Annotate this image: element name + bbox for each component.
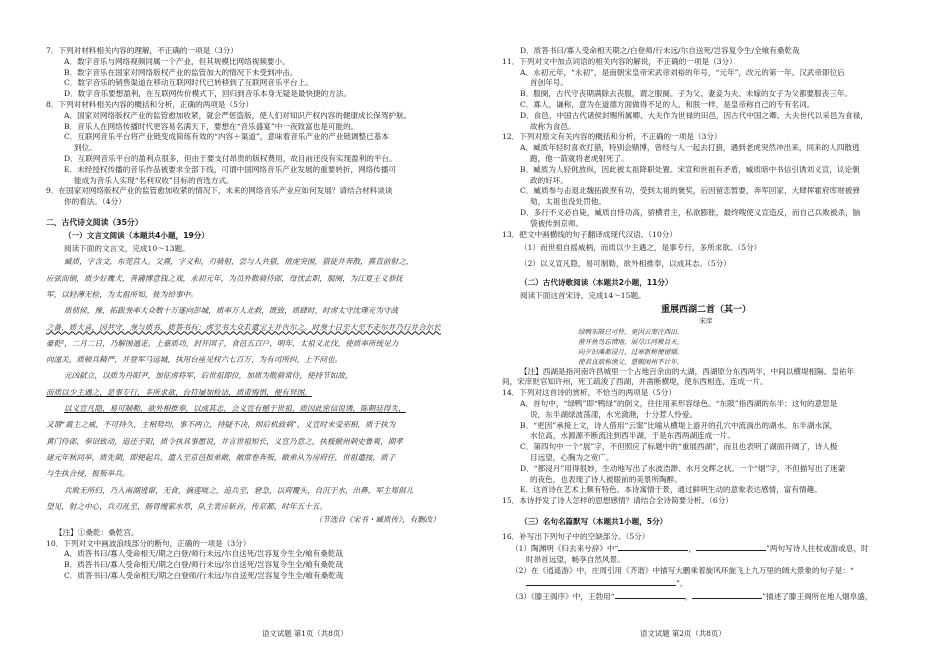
q16-item-2-text: （2）在《逍遥游》中，庄周引用《齐谐》中描写大鹏乘着旋风环旋飞上九万里的阔大景象的句子是：“	[511, 566, 854, 576]
q16-stem: 16．补写出下列句子中的空缺部分。（5分）	[502, 531, 650, 541]
q13-sentence-1: （1）而世祖自摇威柄，而质以少主遇之，是事专行，多所求欲。（5分）	[520, 243, 762, 253]
q16-item-3-text: （3）《滕王阁序》中，王勃用“	[511, 591, 615, 601]
q10-stem: 10．下列对文中画波浪线部分的断句，正确的一项是（3分）	[46, 538, 251, 548]
q16-item-1-tail: ”两句写诗人拄杖或游或息，时	[766, 544, 869, 554]
q13-sentence-2: （2）以义宣凡隐，易可制勒，欲外相推奉，以成其志。（5分）	[520, 259, 731, 269]
q10-option-a: A．质答书曰/寡人受命相天/期之白登/师行未远/尔自送死/岂容复令生全/飨有桑乾哉	[64, 549, 344, 559]
page-footer-right: 语文试题 第2页（共8页）	[640, 629, 726, 638]
passage-source: （节选自《宋书・臧质传》，有删改）	[314, 515, 440, 525]
q16-item-3	[502, 590, 910, 603]
q12-option-d: D．多行不义必自毙，臧质自恃功高，骄横君主，私欲膨胀，最终嗖使义宣造反，而自己兵败被杀，脑	[520, 207, 861, 217]
answer-blank[interactable]	[615, 590, 685, 599]
poem-line: 绿鸭东陂已可怜，更因云窦注西田。	[578, 327, 684, 336]
poem-title: 重展西湖二首（其一）	[660, 304, 751, 315]
passage-line: 建元年秋同举，质先期，即便起兵，遣人至京邑报弟敞，敞席卷奔叛，敞弟从为房府任，世祖遣按，质子	[46, 452, 396, 462]
q7-stem: 7．下列对材料相关内容的理解，不正确的一项是（3分）	[46, 46, 238, 55]
left-page	[46, 46, 446, 582]
q8-stem: 8．下列对材料相关内容的概括和分析，正确的两项是（5分）	[46, 99, 254, 109]
q8-option-e: E．未经授权传播的音乐作品被要求全部下线，可谓中国网络音乐产业发展的重要转折，网络传播可	[64, 164, 397, 174]
passage-line: 向潼关，质顿兵精严，并登军马远城，执用台座见权六七百万，为有司所纠，上不问也。	[46, 355, 343, 365]
subsection-poetry: （二）古代诗歌阅读（本题共2小题，11分）	[520, 278, 673, 288]
q8-option-d: D．互联网音乐平台的盈利点很多，但由于要支付昂贵的版权费用，故目前还没有实现盈利的平台。	[64, 153, 397, 163]
q14-option-a: A．首句中，“绿鸭”即“鸭绿”的倒文，往往用来形容绿色。“东陂”指西湖的东半；这句的意思是	[520, 398, 838, 408]
passage-line	[46, 385, 446, 401]
q8-option-c-cont: 到位。	[74, 143, 97, 153]
passage-line: 与生执合侵，报叛举兵。	[46, 469, 130, 479]
poem-note: 【注】西湖是指河南许昌城里一个占地百余亩的大湖，西湖原分东西两半，中间以横堤相隔。皇祐年	[520, 366, 855, 376]
q16-item-1-comma: ，	[688, 544, 697, 554]
section-heading-ancient: 二、古代诗文阅读（35分）	[46, 217, 143, 227]
q12-stem: 12．下列对原文有关内容的概括和分析，不正确的一项是（3分）	[502, 132, 722, 142]
q11-option-c: C．寡人，谦称，意为在道德方面做得不足的人。和朕一样，是皇帝称自己的专有名词。	[520, 99, 815, 109]
poem-line: 向夕旧滩都浸月，过寒新树便留烟。	[578, 347, 684, 356]
passage-line: 军，以轻薄无检，为太祖所知，徙为给事中。	[46, 289, 198, 299]
q11-option-b: B．服阕，古代守丧期满除去丧服，谓之服阕。子为父、妻妾为夫、未嫁的女子为父都要服丧三年。	[520, 89, 853, 99]
classical-passage	[46, 254, 446, 515]
passage-line: 兵败无所归，乃入南湖逃窜，无食，摘莲啖之，追兵至，窘急，以荷覆头，自沉于水，出鼻，军主郑俱儿	[64, 485, 414, 495]
q12-option-a: A．臧质年轻时喜欢打猎，特别会赌博，曾经与人一起去打猎，遇到老虎突然冲出来，同来的人四散逃	[520, 143, 860, 153]
q12-option-b-cont: 政的好坏。	[530, 175, 568, 185]
q8-option-a: A．国家对网络版权产业的监管愈加收紧，就会严惩盗版，使人们对知识产权内容的健康成长保驾护航。	[64, 110, 412, 120]
poem-note-cont: 间，宋庠贬官知许州，死工疏浚了西湖，并凿断横堤，使东西相连，连成一片。	[502, 377, 768, 387]
q16-item-2-cont	[502, 577, 910, 590]
q8-option-b: B．音乐人在网络传播时代更容易名满天下，要想在“音乐盛宴”中一夜致富也是可能的。	[64, 121, 359, 131]
q11-option-d: D．食邑，中国古代诸侯封赐所属卿、大夫作为世禄的田邑，因古代中国之卿、大夫世代以采邑为食禄，	[520, 110, 868, 120]
q14-option-d: D．“都浸月”用得很妙，生动地写出了水波浩渺、水月交辉之状。一个“烟”字，不但描写出了迷蒙	[520, 463, 846, 473]
passage-line	[46, 368, 446, 384]
q7-option-a: A．数字音乐与网络视频同属一个产业，但其规模比网络视频要小。	[64, 56, 290, 66]
q16-item-2	[502, 566, 910, 577]
q12-option-c: C．臧质参与击退北魏拓跋焘有功，受到太祖的褒奖，后因留恋暂要，奔军回家，大肆挥霍府库财被弹	[520, 186, 860, 196]
q10-option-c: C．质答书曰/寡人受命相天/期之白登师/行未远/尔自送死/岂容复令生全/飨有桑乾哉	[64, 571, 344, 581]
poetry-instruction: 阅读下面这首宋诗，完成14～15题。	[520, 291, 646, 301]
q12-option-c-cont: 劾，太祖也没处罚他。	[530, 197, 606, 207]
q14-option-c-cont: 目远望，心胸为之宽广。	[530, 452, 614, 462]
subsection-classical-prose: （一）文言文阅读（本题共4小题，19分）	[64, 230, 209, 240]
subsection-recitation: （三）名句名篇默写（本题共1小题，5分）	[520, 516, 668, 526]
q15-stem: 15．本诗抒发了诗人怎样的思想感情？请结合全诗简要分析。（6分）	[502, 496, 733, 506]
q10-option-d: D．质答书曰/寡人受命相天期之/白登师/行未远/尔自送死/岂容复令生/全飨有桑乾哉	[520, 46, 800, 55]
q11-option-a-cont: 首创年号。	[530, 78, 568, 88]
q12-option-b: B．臧质为人轻佻放纵，因此被太祖降职处置。宋宣和世祖有矛盾，臧质暗中书信引诱刘义宣，议论朝	[520, 164, 860, 174]
q11-option-a: A．永初元年，“永初”，是南朝宋皇帝宋武帝刘裕的年号，“元年”，改元的第一年。汉武帝即位后	[520, 67, 845, 77]
poem-line: 使君直欲称渔父，愿赐闲州不计年。	[578, 357, 684, 366]
passage-line: 黄门侍郎，奉诏致动，追还于阳，质令执具事愿说，并言世祖短长，义宣乃意之，执极撤州刺史鲁爽，期孝	[46, 436, 403, 446]
passage-line	[46, 401, 446, 417]
q8-option-e-cont: 能成为音乐人实现“名利双收”目标的首选方式。	[74, 175, 234, 185]
passage-line-wavy	[46, 320, 446, 336]
q14-option-d-cont: 的夜色，也表现了诗人被眼前的美景所陶醉。	[530, 474, 682, 484]
wavy-underline-text: 之备，质大喜，因共守，焘与质书，质答书有：虏至书大众若遣宝王并告尔之。时焘十日至大至不走尔并乃行并合尔长	[46, 322, 441, 332]
q11-stem: 11．下列对文中加点词语的相关内容的解说，不正确的一项是（3分）	[502, 56, 737, 66]
passage-text: 元凶弑立，以质为丹阳尹，加征虏将军，后世祖即位，加质为散骑常侍，使持节如故，	[64, 371, 353, 381]
q12-option-a-cont: 跑，他一箭就将老虎射死了。	[530, 153, 629, 163]
poem-line: 凿开鱼鸟忘情地，展尽江河极目天。	[578, 337, 684, 346]
q14-stem: 14．下列对这首诗的赏析，不恰当的两项是（5分）	[502, 388, 676, 398]
answer-blank[interactable]	[526, 577, 676, 586]
q14-option-a-cont: 说，东半湖绿波荡漾，水光潋滟，十分惹人怜爱。	[530, 409, 698, 419]
passage-line: 又谓“震主之威，不可持久，主相势均，事不两立，持疑不决，则后机致祸”，义宣时未受巫相，质于执为	[46, 420, 396, 430]
answer-blank[interactable]	[618, 542, 688, 551]
q16-item-2-tail: ”。	[676, 578, 688, 588]
passage-line: 臧质，字含文，东莞莒人。父熹，字义和，刃骑射，尝与人共猎，值虎突围，猎徒并奔散，熹直前射之，	[64, 257, 414, 267]
reading-instruction: 阅读下面的文言文，完成10～13题。	[64, 243, 190, 253]
q7-option-d: D．数字音乐要想盈利，在互联网传价模式下，回归到音乐本身无疑是最快捷的方法。	[64, 89, 352, 99]
q9-stem-cont: 你的看法。（4分）	[64, 197, 126, 207]
underlined-sentence-1-cont: 而质以少主遇之，是事专行，多所求欲，台符屡加检诘，质甫悔惧，便有异图。	[46, 387, 312, 397]
q12-option-d-cont: 袋被传到京师。	[530, 218, 584, 228]
q10-option-b: B．质答书曰/寡人受命相天/期之白登/师行未远/尔自送死/岂容复令生全/飨有桑乾哉	[64, 560, 344, 570]
q14-option-b: B．“更因”承接上文，诗人借用“云窦”比喻从横堤上游开的孔穴中流淌出的湖水。东半湖水深，	[520, 420, 838, 430]
q7-option-b: B．数字音乐在国家对网络版权产业的监管加大的情况下未受到冲击。	[64, 67, 298, 77]
right-page	[502, 46, 910, 602]
answer-blank[interactable]	[692, 590, 762, 599]
q13-stem: 13．把文中画横线的句子翻译成现代汉语。（10分）	[502, 229, 677, 239]
passage-line: 豪乾²，二月二日，乃解围遁走，上嘉质功，封开国子，食邑五百户，明年，太祖义北伐，使质率所统见力	[46, 338, 399, 348]
q7-option-c: C．数字音乐的销售渠道在移动互联网时代已转移到了互联网音乐平台上。	[64, 78, 313, 88]
passage-line: 质侦侯，豫，拓跋焘率大众数十万遂向彭城，质率万人北救，既致，质肆时，时虏太守沈璞充为守战	[64, 306, 399, 316]
passage-line: 应弦而倒，质少好鹰犬，善蒱博意钱之戏，永初元年，为员外散骑侍郎，母忧去职，服阕，为江夏王义恭抚	[46, 273, 403, 283]
q16-item-1-text: （1）陶渊明《归去来兮辞》中“	[511, 544, 619, 554]
q14-option-c: C．第四句中一个“展”字，不但照应了标题中的“重展西湖”，而且也表明了湖面开阔了，诗人极	[520, 442, 838, 452]
q16-item-1	[502, 542, 910, 555]
q9-stem: 9．在国家对网络版权产业的监管愈加收紧的情况下，未来的网络音乐产业应如何发展？请结合材料谈谈	[46, 186, 393, 196]
q8-option-c: C．互联网音乐平台将产业链变成简练有效的“内容＋渠道”，意味着音乐产业的产业链调整已基本	[64, 132, 389, 142]
q14-option-b-cont: 水位高，水源源不断流注到西半湖，于是东西两湖连成一片。	[530, 431, 736, 441]
underlined-sentence-2: 以义宣凡隐，易可制勒，欲外相推奉，以成其志，会义宣有憾于世祖，质因此密信说诱，陈朝廷得失，	[64, 404, 406, 414]
q16-item-1-cont: 时昂首远望，畅享自然风景。	[526, 555, 625, 565]
q14-option-e: E．这首诗在艺术上颇有特色。本诗寓情于景，通过鲜明生动的意象表达感情，富有情趣。	[520, 485, 822, 495]
q11-option-d-cont: 故称为食邑。	[530, 121, 576, 131]
answer-blank[interactable]	[696, 542, 766, 551]
passage-line: 望见，射之中心，兵刃乱至，肠胃缠萦水草，队主裴应斩首，传京都，时年五十五。	[46, 501, 327, 511]
page-footer-left: 语文试题 第1页（共8页）	[262, 629, 348, 638]
q16-item-3-tail: ”描述了滕王阁所在地人烟阜盛，	[762, 591, 873, 601]
passage-note: 【注】①桑乾：桑乾宫。	[55, 527, 139, 537]
q16-item-3-comma: ，	[684, 591, 693, 601]
poem-author: 宋庠	[699, 316, 713, 325]
